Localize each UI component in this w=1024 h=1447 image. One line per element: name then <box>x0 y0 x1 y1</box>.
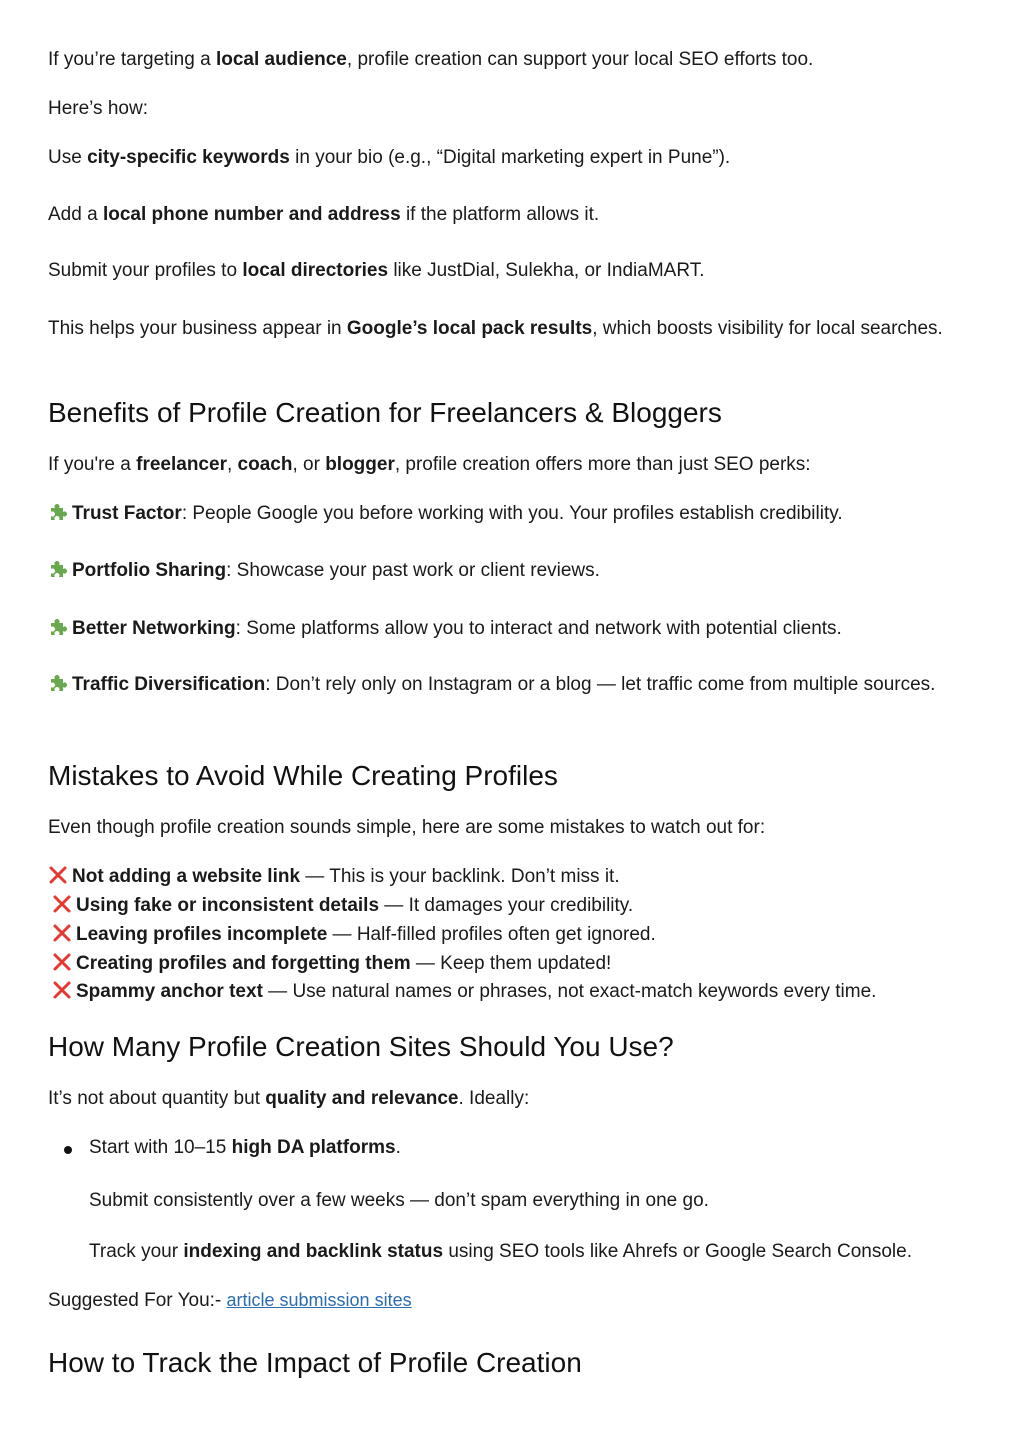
local-item-pack: This helps your business appear in Google’s local pack results, which boosts visibility for local searches. <box>48 318 943 339</box>
puzzle-piece-icon <box>48 559 68 579</box>
local-item-keywords: Use city-specific keywords in your bio (e.g., “Digital marketing expert in Pune”). <box>48 147 731 168</box>
mistake-item: Not adding a website link — This is your backlink. Don’t miss it. <box>48 863 620 891</box>
cross-mark-icon <box>52 980 72 1000</box>
cross-mark-icon <box>52 952 72 972</box>
mistakes-intro: Even though profile creation sounds simple, here are some mistakes to watch out for: <box>48 817 766 838</box>
local-item-phone: Add a local phone number and address if the platform allows it. <box>48 204 600 225</box>
howmany-heading: How Many Profile Creation Sites Should You Use? <box>48 1031 674 1062</box>
suggested-label: Suggested For You:- <box>48 1290 227 1311</box>
benefit-item: Traffic Diversification: Don’t rely only on Instagram or a blog — let traffic come from multiple sources. <box>48 671 948 699</box>
mistakes-heading: Mistakes to Avoid While Creating Profiles <box>48 760 558 791</box>
howmany-submit: Submit consistently over a few weeks — don’t spam everything in one go. <box>89 1190 709 1211</box>
local-intro: If you’re targeting a local audience, profile creation can support your local SEO efforts too. <box>48 49 814 70</box>
puzzle-piece-icon <box>48 502 68 522</box>
puzzle-piece-icon <box>48 673 68 693</box>
mistake-item: Creating profiles and forgetting them — Keep them updated! <box>52 950 611 978</box>
howmany-intro: It’s not about quantity but quality and relevance. Ideally: <box>48 1088 530 1109</box>
howmany-bullet-start: Start with 10–15 high DA platforms. <box>89 1137 401 1158</box>
mistake-item: Spammy anchor text — Use natural names or phrases, not exact-match keywords every time. <box>52 978 876 1006</box>
benefit-item: Better Networking: Some platforms allow you to interact and network with potential clients. <box>48 615 842 643</box>
mistake-item: Using fake or inconsistent details — It damages your credibility. <box>52 892 633 920</box>
cross-mark-icon <box>52 923 72 943</box>
track-heading: How to Track the Impact of Profile Creation <box>48 1347 582 1378</box>
benefits-intro: If you're a freelancer, coach, or blogger, profile creation offers more than just SEO perks: <box>48 454 811 475</box>
article-submission-sites-link[interactable]: article submission sites <box>226 1290 412 1310</box>
local-item-directories: Submit your profiles to local directories like JustDial, Sulekha, or IndiaMART. <box>48 260 705 281</box>
benefits-heading: Benefits of Profile Creation for Freelancers & Bloggers <box>48 397 722 428</box>
cross-mark-icon <box>52 894 72 914</box>
puzzle-piece-icon <box>48 617 68 637</box>
benefit-item: Trust Factor: People Google you before working with you. Your profiles establish credibility. <box>48 500 843 528</box>
suggested-line <box>48 1286 412 1315</box>
bullet-dot <box>64 1146 72 1154</box>
howmany-track: Track your indexing and backlink status using SEO tools like Ahrefs or Google Search Console. <box>89 1241 912 1262</box>
mistake-item: Leaving profiles incomplete — Half-filled profiles often get ignored. <box>52 921 656 949</box>
benefit-item: Portfolio Sharing: Showcase your past work or client reviews. <box>48 557 600 585</box>
cross-mark-icon <box>48 865 68 885</box>
heres-how: Here’s how: <box>48 98 148 119</box>
